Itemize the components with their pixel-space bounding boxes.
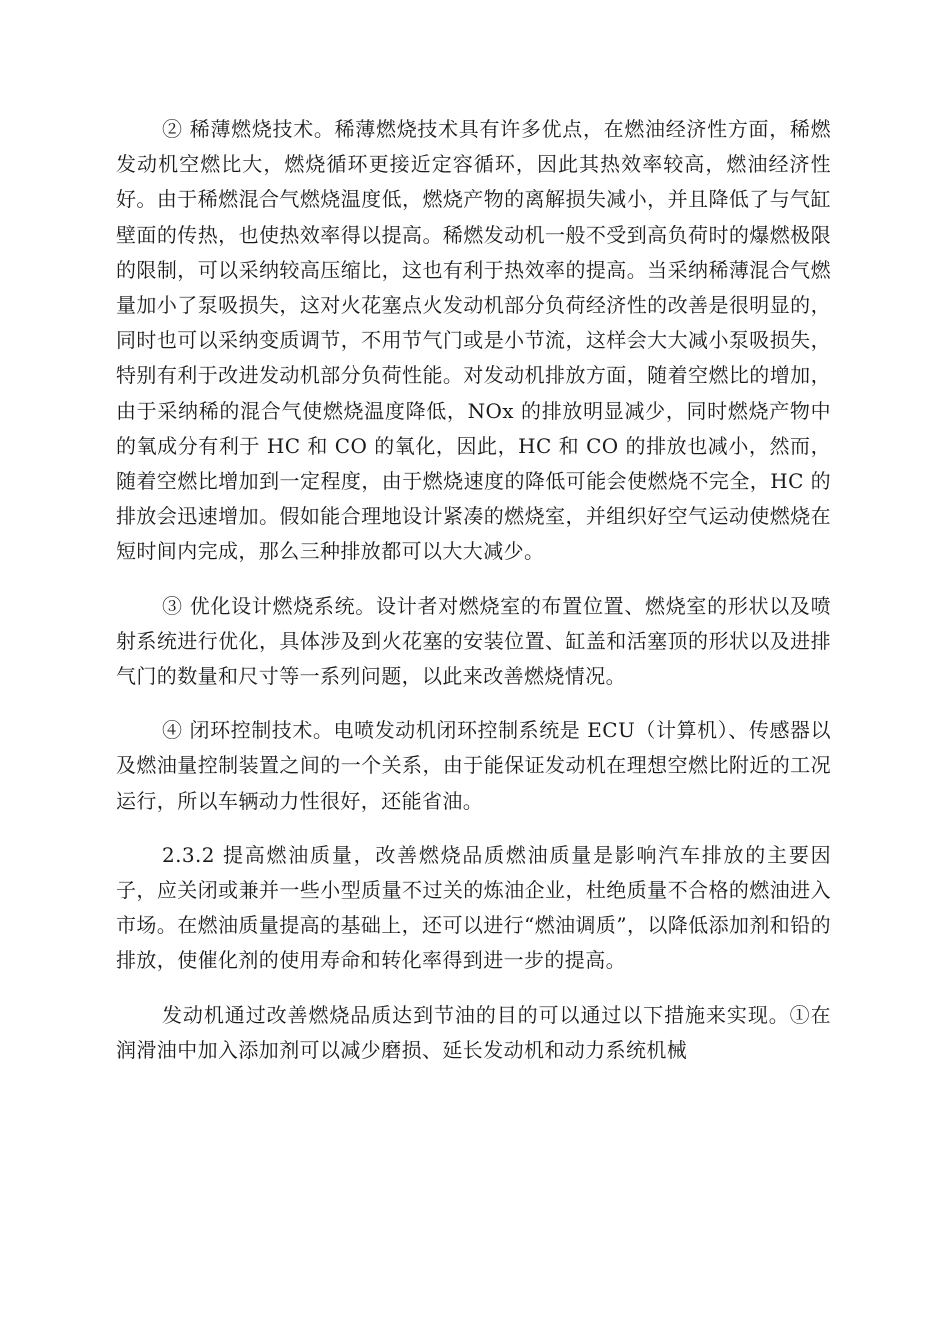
paragraph-combustion-system: ③ 优化设计燃烧系统。设计者对燃烧室的布置位置、燃烧室的形状以及喷射系统进行优化，具体涉及到火花塞的安装位置、缸盖和活塞顶的形状以及进排气门的数量和尺寸等一系列问题，以此来改善燃烧情况。 [116,593,831,689]
paragraph-closed-loop-control: ④ 闭环控制技术。电喷发动机闭环控制系统是 ECU（计算机）、传感器以及燃油量控制装置之间的一个关系，由于能保证发动机在理想空燃比附近的工况运行，所以车辆动力性很好，还能省油。 [116,718,831,813]
document-body [116,112,831,1087]
paragraph-lean-burn: ② 稀薄燃烧技术。稀薄燃烧技术具有许多优点，在燃油经济性方面，稀燃发动机空燃比大，燃烧循环更接近定容循环，因此其热效率较高，燃油经济性好。由于稀燃混合气燃烧温度低，燃烧产物的离解损失减小，并且降低了与气缸壁面的传热，也使热效率得以提高。稀燃发动机一般不受到高负荷时的爆燃极限的限制，可以采纳较高压缩比，这也有利于热效率的提高。当采纳稀薄混合气燃量加小了泵吸损失，这对火花塞点火发动机部分负荷经济性的改善是很明显的，同时也可以采纳变质调节，不用节气门或是小节流，这样会大大减小泵吸损失，特别有利于改进发动机部分负荷性能。对发动机排放方面，随着空燃比的增加，由于采纳稀的混合气使燃烧温度降低，NOx 的排放明显减少，同时燃烧产物中的氧成分有利于 HC 和 CO 的氧化，因此，HC 和 CO 的排放也减小，然而，随着空燃比增加到一定程度，由于燃烧速度的降低可能会使燃烧不完全，HC 的排放会迅速增加。假如能合理地设计紧凑的燃烧室，并组织好空气运动使燃烧在短时间内完成，那么三种排放都可以大大减少。 [116,117,831,564]
paragraph-fuel-saving-measures: 发动机通过改善燃烧品质达到节油的目的可以通过以下措施来实现。①在润滑油中加入添加剂可以减少磨损、延长发动机和动力系统机械 [116,1002,831,1062]
paragraph-fuel-quality: 2.3.2 提高燃油质量，改善燃烧品质燃油质量是影响汽车排放的主要因子，应关闭或兼并一些小型质量不过关的炼油企业，杜绝质量不合格的燃油进入市场。在燃油质量提高的基础上，还可以进行“燃油调质”，以降低添加剂和铅的排放，使催化剂的使用寿命和转化率得到进一步的提高。 [116,842,831,973]
